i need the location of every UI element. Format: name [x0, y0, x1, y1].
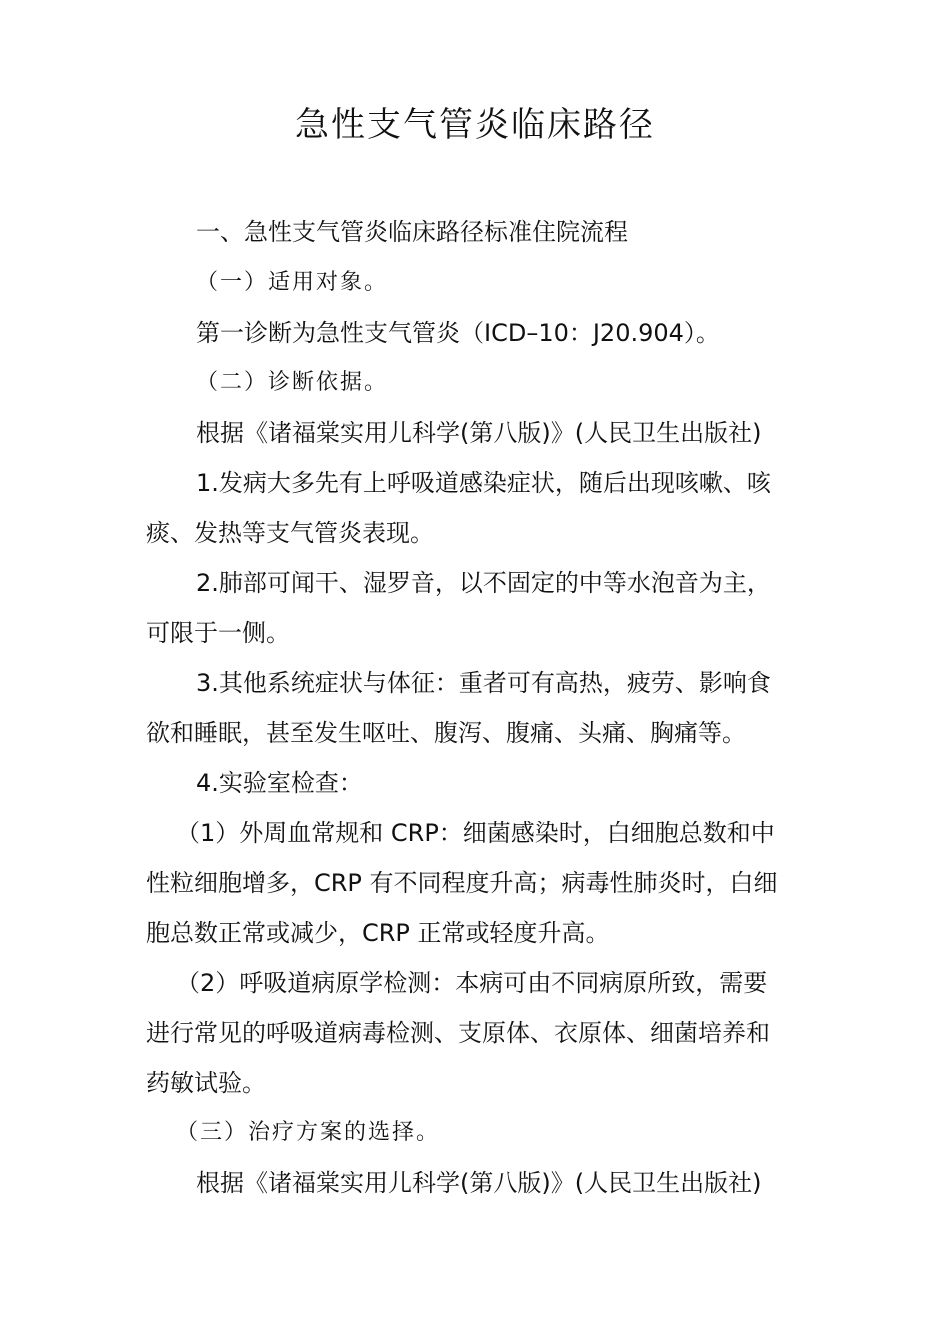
paragraph-line: 欲和睡眠，甚至发生呕吐、腹泻、腹痛、头痛、胸痛等。	[146, 719, 746, 747]
paragraph-line: 痰、发热等支气管炎表现。	[146, 519, 434, 547]
page-title: 急性支气管炎临床路径	[295, 105, 655, 145]
paragraph-line: 性粒细胞增多，CRP 有不同程度升高；病毒性肺炎时，白细	[146, 869, 778, 897]
paragraph-line: 3.其他系统症状与体征：重者可有高热，疲劳、影响食	[196, 669, 771, 697]
section-heading: 一、急性支气管炎临床路径标准住院流程	[196, 218, 628, 246]
paragraph-line: 根据《诸福棠实用儿科学(第八版)》(人民卫生出版社)	[196, 1169, 762, 1197]
paragraph-line: 第一诊断为急性支气管炎（ICD–10：J20.904）。	[196, 319, 720, 347]
paragraph-line: 进行常见的呼吸道病毒检测、支原体、衣原体、细菌培养和	[146, 1019, 770, 1047]
paragraph-line: 1.发病大多先有上呼吸道感染症状，随后出现咳嗽、咳	[196, 469, 771, 497]
paragraph-line: 根据《诸福棠实用儿科学(第八版)》(人民卫生出版社)	[196, 419, 762, 447]
paragraph-line: （1）外周血常规和 CRP：细菌感染时，白细胞总数和中	[176, 819, 775, 847]
subsection-heading: （三）治疗方案的选择。	[176, 1120, 441, 1145]
subsection-heading: （二）诊断依据。	[196, 370, 389, 395]
subsection-heading: （一）适用对象。	[196, 270, 389, 295]
paragraph-line: （2）呼吸道病原学检测：本病可由不同病原所致，需要	[176, 969, 768, 997]
paragraph-line: 药敏试验。	[146, 1069, 266, 1097]
paragraph-line: 胞总数正常或减少，CRP 正常或轻度升高。	[146, 919, 610, 947]
paragraph-line: 可限于一侧。	[146, 619, 290, 647]
paragraph-line: 4.实验室检查：	[196, 769, 363, 797]
paragraph-line: 2.肺部可闻干、湿罗音，以不固定的中等水泡音为主，	[196, 569, 771, 597]
